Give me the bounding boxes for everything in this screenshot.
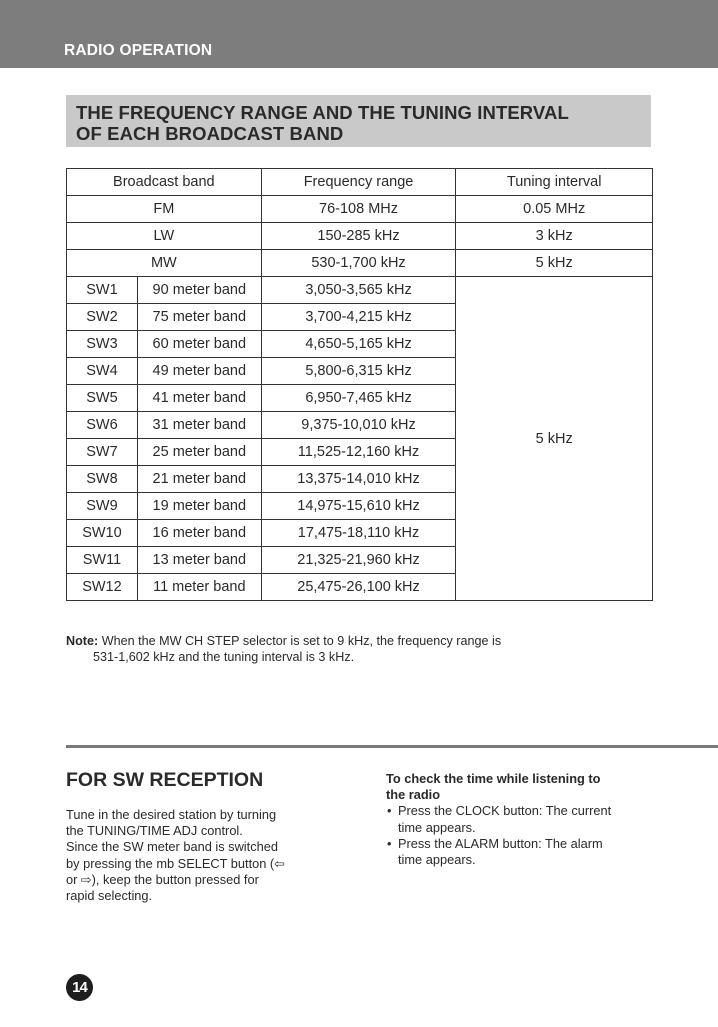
sw-id-cell: SW10 xyxy=(67,520,138,547)
note-line-1: When the MW CH STEP selector is set to 9 kHz, the frequency range is xyxy=(101,634,502,648)
range-cell: 11,525-12,160 kHz xyxy=(261,439,456,466)
sw-id-cell: SW4 xyxy=(67,358,138,385)
sw-reception-line: rapid selecting. xyxy=(66,888,153,904)
table-note xyxy=(66,633,626,665)
table-row xyxy=(67,250,653,277)
list-item-line: Press the ALARM button: The alarm xyxy=(398,835,603,851)
sw-band-cell: 31 meter band xyxy=(137,412,261,439)
sw-band-cell: 19 meter band xyxy=(137,493,261,520)
table-row xyxy=(67,223,653,250)
time-check-heading-line-2: the radio xyxy=(386,787,441,803)
sw-band-cell: 11 meter band xyxy=(137,574,261,601)
page-header-title: RADIO OPERATION xyxy=(64,42,213,59)
band-cell: LW xyxy=(67,223,262,250)
time-check-heading xyxy=(386,771,676,803)
header-tuning-interval: Tuning interval xyxy=(456,169,653,196)
band-cell: FM xyxy=(67,196,262,223)
bullet-icon: • xyxy=(387,835,392,851)
sw-reception-line: by pressing the mb SELECT button (⇦ xyxy=(66,855,285,871)
section-title-line-2: OF EACH BROADCAST BAND xyxy=(76,123,344,144)
sw-reception-line: Since the SW meter band is switched xyxy=(66,839,278,855)
table-row xyxy=(67,196,653,223)
header-frequency-range: Frequency range xyxy=(261,169,456,196)
sw-id-cell: SW8 xyxy=(67,466,138,493)
band-cell: MW xyxy=(67,250,262,277)
range-cell: 3,700-4,215 kHz xyxy=(261,304,456,331)
range-cell: 3,050-3,565 kHz xyxy=(261,277,456,304)
range-cell: 530-1,700 kHz xyxy=(261,250,456,277)
header-broadcast-band: Broadcast band xyxy=(67,169,262,196)
time-check-heading-line-1: To check the time while listening to xyxy=(386,771,601,786)
sw-band-cell: 25 meter band xyxy=(137,439,261,466)
list-item xyxy=(386,836,676,868)
interval-cell: 3 kHz xyxy=(456,223,653,250)
range-cell: 21,325-21,960 kHz xyxy=(261,547,456,574)
sw-reception-line: Tune in the desired station by turning xyxy=(66,807,277,822)
list-item xyxy=(386,803,676,835)
table-row xyxy=(67,277,653,304)
sw-band-cell: 13 meter band xyxy=(137,547,261,574)
note-label: Note: xyxy=(66,634,99,648)
sw-band-cell: 21 meter band xyxy=(137,466,261,493)
sw-band-cell: 60 meter band xyxy=(137,331,261,358)
sw-reception-heading: FOR SW RECEPTION xyxy=(66,769,264,791)
sw-band-cell: 16 meter band xyxy=(137,520,261,547)
list-item-line: time appears. xyxy=(398,819,476,835)
frequency-table xyxy=(66,168,653,601)
range-cell: 9,375-10,010 kHz xyxy=(261,412,456,439)
range-cell: 13,375-14,010 kHz xyxy=(261,466,456,493)
sw-band-cell: 90 meter band xyxy=(137,277,261,304)
table-header-row xyxy=(67,169,653,196)
time-check-section xyxy=(386,771,676,868)
range-cell: 4,650-5,165 kHz xyxy=(261,331,456,358)
sw-band-cell: 75 meter band xyxy=(137,304,261,331)
range-cell: 25,475-26,100 kHz xyxy=(261,574,456,601)
interval-cell: 0.05 MHz xyxy=(456,196,653,223)
time-check-list xyxy=(386,803,676,868)
sw-id-cell: SW6 xyxy=(67,412,138,439)
sw-id-cell: SW11 xyxy=(67,547,138,574)
sw-id-cell: SW5 xyxy=(67,385,138,412)
list-item-line: time appears. xyxy=(398,852,476,868)
sw-id-cell: SW12 xyxy=(67,574,138,601)
sw-id-cell: SW1 xyxy=(67,277,138,304)
section-divider xyxy=(66,745,718,748)
list-item-line: Press the CLOCK button: The current xyxy=(398,803,612,819)
range-cell: 5,800-6,315 kHz xyxy=(261,358,456,385)
sw-id-cell: SW3 xyxy=(67,331,138,358)
range-cell: 17,475-18,110 kHz xyxy=(261,520,456,547)
sw-id-cell: SW9 xyxy=(67,493,138,520)
interval-cell: 5 kHz xyxy=(456,250,653,277)
bullet-icon: • xyxy=(387,803,392,819)
sw-id-cell: SW7 xyxy=(67,439,138,466)
sw-interval-cell: 5 kHz xyxy=(456,277,653,601)
range-cell: 14,975-15,610 kHz xyxy=(261,493,456,520)
sw-band-cell: 49 meter band xyxy=(137,358,261,385)
note-line-2: 531-1,602 kHz and the tuning interval is 3 kHz. xyxy=(93,650,355,664)
sw-reception-line: or ⇨), keep the button pressed for xyxy=(66,871,259,887)
sw-band-cell: 41 meter band xyxy=(137,385,261,412)
sw-id-cell: SW2 xyxy=(67,304,138,331)
range-cell: 76-108 MHz xyxy=(261,196,456,223)
section-title xyxy=(76,102,569,144)
sw-reception-text xyxy=(66,807,341,904)
page-number-badge: 14 xyxy=(66,974,93,1001)
range-cell: 150-285 kHz xyxy=(261,223,456,250)
section-title-line-1: THE FREQUENCY RANGE AND THE TUNING INTERVAL xyxy=(76,102,569,123)
sw-reception-line: the TUNING/TIME ADJ control. xyxy=(66,823,243,839)
range-cell: 6,950-7,465 kHz xyxy=(261,385,456,412)
